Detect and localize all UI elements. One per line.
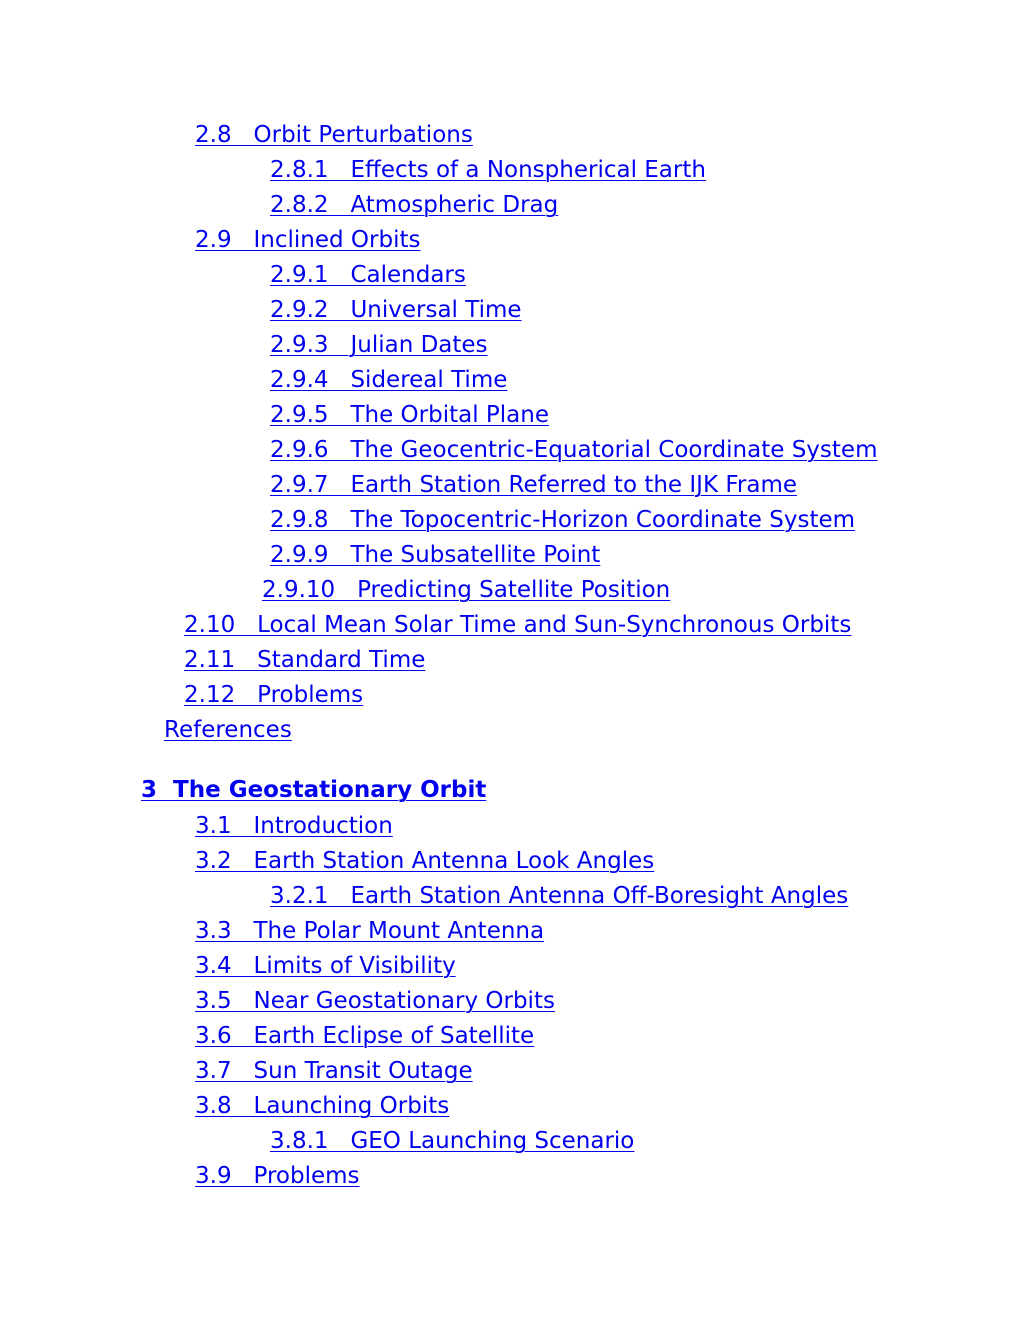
toc-entry-2-9-9[interactable]: 2.9.9 The Subsatellite Point (270, 542, 601, 568)
toc-entry-3-1[interactable]: 3.1 Introduction (195, 813, 393, 839)
toc-entry-3-2-1[interactable]: 3.2.1 Earth Station Antenna Off-Boresight Angles (270, 883, 849, 909)
toc-entry-2-9-4[interactable]: 2.9.4 Sidereal Time (270, 367, 508, 393)
toc-entry-2-9-10[interactable]: 2.9.10 Predicting Satellite Position (262, 577, 671, 603)
toc-entry-2-9-1[interactable]: 2.9.1 Calendars (270, 262, 466, 288)
toc-entry-3-5[interactable]: 3.5 Near Geostationary Orbits (195, 988, 555, 1014)
toc-entry-3-7[interactable]: 3.7 Sun Transit Outage (195, 1058, 473, 1084)
toc-entry-2-11[interactable]: 2.11 Standard Time (184, 647, 426, 673)
toc-entry-2-8[interactable]: 2.8 Orbit Perturbations (195, 122, 473, 148)
toc-entry-3-8[interactable]: 3.8 Launching Orbits (195, 1093, 450, 1119)
toc-entry-2-9-6[interactable]: 2.9.6 The Geocentric-Equatorial Coordinate System (270, 437, 878, 463)
toc-entry-2-9-5[interactable]: 2.9.5 The Orbital Plane (270, 402, 549, 428)
toc-entry-2-9[interactable]: 2.9 Inclined Orbits (195, 227, 421, 253)
toc-entry-2-9-7[interactable]: 2.9.7 Earth Station Referred to the IJK Frame (270, 472, 798, 498)
toc-entry-3-8-1[interactable]: 3.8.1 GEO Launching Scenario (270, 1128, 635, 1154)
toc-entry-3-3[interactable]: 3.3 The Polar Mount Antenna (195, 918, 545, 944)
toc-entry-3-9[interactable]: 3.9 Problems (195, 1163, 360, 1189)
toc-entry-2-9-8[interactable]: 2.9.8 The Topocentric-Horizon Coordinate System (270, 507, 856, 533)
toc-entry-3-4[interactable]: 3.4 Limits of Visibility (195, 953, 456, 979)
toc-chapter-3[interactable]: 3 The Geostationary Orbit (141, 777, 487, 803)
toc-entry-3-6[interactable]: 3.6 Earth Eclipse of Satellite (195, 1023, 535, 1049)
toc-entry-3-2[interactable]: 3.2 Earth Station Antenna Look Angles (195, 848, 655, 874)
toc-entry-2-8-2[interactable]: 2.8.2 Atmospheric Drag (270, 192, 559, 218)
toc-entry-2-9-3[interactable]: 2.9.3 Julian Dates (270, 332, 488, 358)
toc-entry-references[interactable]: References (164, 717, 292, 743)
toc-entry-2-12[interactable]: 2.12 Problems (184, 682, 364, 708)
toc-entry-2-10[interactable]: 2.10 Local Mean Solar Time and Sun-Synchronous Orbits (184, 612, 852, 638)
toc-entry-2-8-1[interactable]: 2.8.1 Effects of a Nonspherical Earth (270, 157, 706, 183)
toc-entry-2-9-2[interactable]: 2.9.2 Universal Time (270, 297, 522, 323)
